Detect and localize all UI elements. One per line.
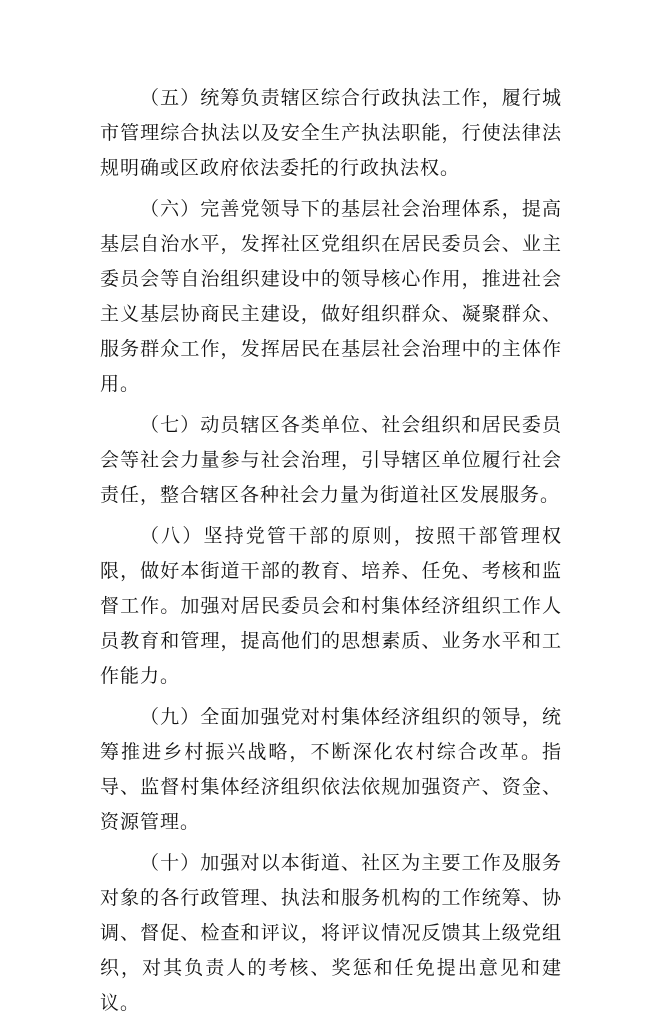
paragraph-7: （七）动员辖区各类单位、社会组织和居民委员会等社会力量参与社会治理，引导辖区单位履行社会责任，整合辖区各种社会力量为街道社区发展服务。 [100,414,562,506]
paragraph-8: （八）坚持党管干部的原则，按照干部管理权限，做好本街道干部的教育、培养、任免、考核和监督工作。加强对居民委员会和村集体经济组织工作人员教育和管理，提高他们的思想素质、业务水平和工作能力。 [100,525,562,687]
document-body [100,81,562,1027]
paragraph-6: （六）完善党领导下的基层社会治理体系，提高基层自治水平，发挥社区党组织在居民委员会、业主委员会等自治组织建设中的领导核心作用，推进社会主义基层协商民主建设，做好组织群众、凝聚群众、服务群众工作，发挥居民在基层社会治理中的主体作用。 [100,198,562,395]
paragraph-9: （九）全面加强党对村集体经济组织的领导，统筹推进乡村振兴战略，不断深化农村综合改革。指导、监督村集体经济组织依法依规加强资产、资金、资源管理。 [100,706,562,833]
paragraph-10: （十）加强对以本街道、社区为主要工作及服务对象的各行政管理、执法和服务机构的工作统筹、协调、督促、检查和评议，将评议情况反馈其上级党组织，对其负责人的考核、奖惩和任免提出意见和建议。 [100,852,562,1014]
paragraph-5: （五）统筹负责辖区综合行政执法工作，履行城市管理综合执法以及安全生产执法职能，行使法律法规明确或区政府依法委托的行政执法权。 [100,87,562,179]
